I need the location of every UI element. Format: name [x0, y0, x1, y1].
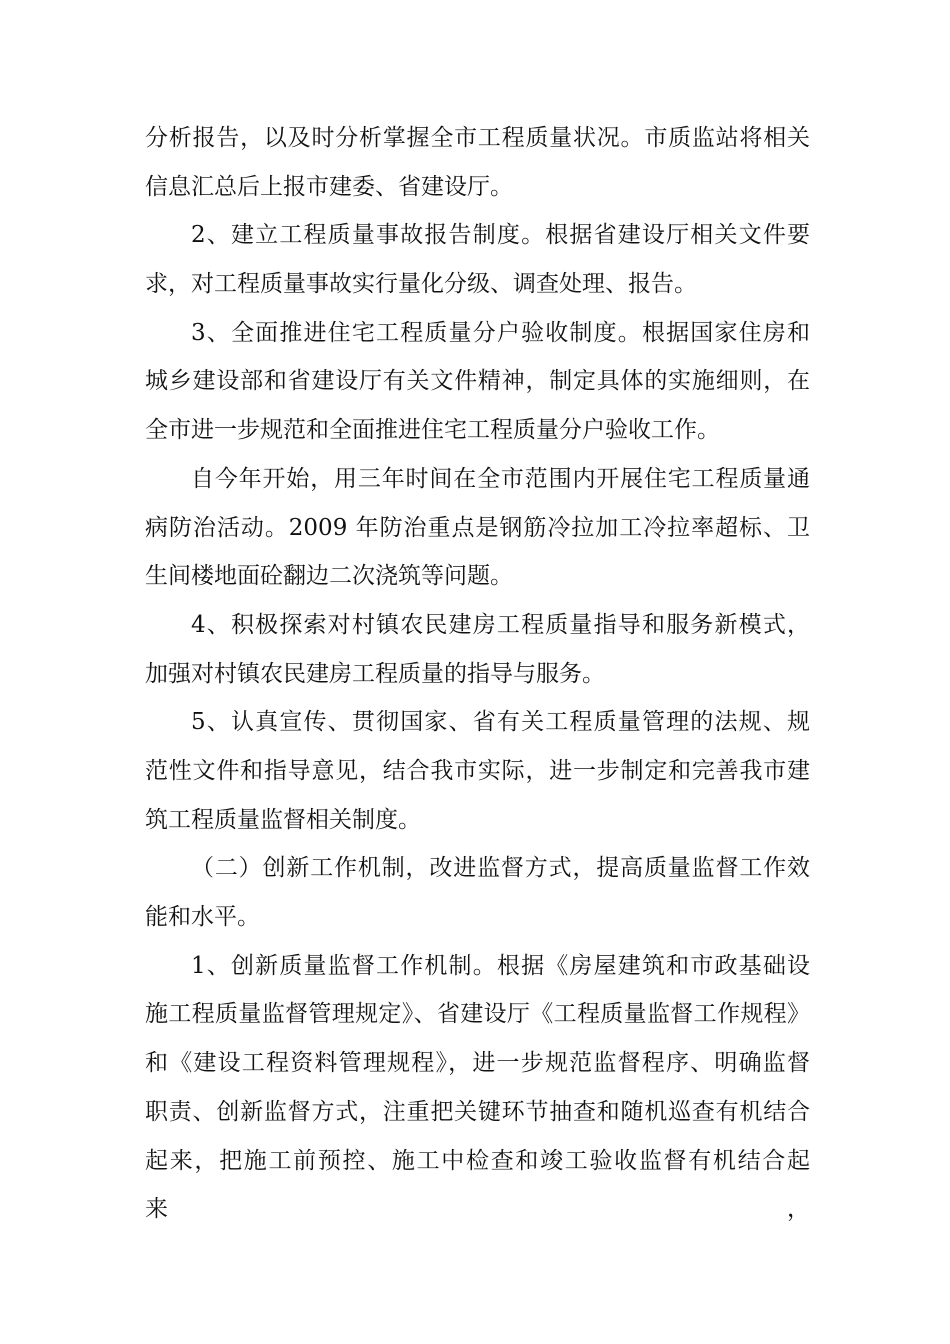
text-line: 和《建设工程资料管理规程》，进一步规范监督程序、明确监督 — [145, 1050, 810, 1077]
text-line: 5、认真宣传、贯彻国家、省有关工程质量管理的法规、规 — [191, 709, 810, 736]
text-line: 3、全面推进住宅工程质量分户验收制度。根据国家住房和 — [191, 319, 810, 346]
text-line: 全市进一步规范和全面推进住宅工程质量分户验收工作。 — [145, 417, 720, 444]
text-line: 自今年开始，用三年时间在全市范围内开展住宅工程质量通 — [191, 465, 810, 492]
text-line: 施工程质量监督管理规定》、省建设厅《工程质量监督工作规程》 — [145, 1001, 810, 1028]
text-line: 起来，把施工前预控、施工中检查和竣工验收监督有机结合起来， — [145, 1147, 810, 1223]
text-line: 城乡建设部和省建设厅有关文件精神，制定具体的实施细则，在 — [145, 368, 810, 395]
text-line: （二）创新工作机制，改进监督方式，提高质量监督工作效 — [191, 855, 810, 882]
text-line: 2、建立工程质量事故报告制度。根据省建设厅相关文件要 — [191, 222, 810, 249]
text-line: 筑工程质量监督相关制度。 — [145, 806, 421, 833]
text-line: 分析报告，以及时分析掌握全市工程质量状况。市质监站将相关 — [145, 125, 810, 151]
text-line: 生间楼地面砼翻边二次浇筑等问题。 — [145, 563, 513, 590]
text-line: 能和水平。 — [145, 904, 260, 931]
text-line: 4、积极探索对村镇农民建房工程质量指导和服务新模式， — [191, 611, 810, 638]
text-line: 加强对村镇农民建房工程质量的指导与服务。 — [145, 660, 605, 687]
text-line: 范性文件和指导意见，结合我市实际，进一步制定和完善我市建 — [145, 758, 810, 785]
text-line: 信息汇总后上报市建委、省建设厅。 — [145, 173, 513, 200]
text-line: 求，对工程质量事故实行量化分级、调查处理、报告。 — [145, 271, 697, 298]
text-line: 1、创新质量监督工作机制。根据《房屋建筑和市政基础设 — [191, 952, 810, 979]
text-line: 职责、创新监督方式，注重把关键环节抽查和随机巡查有机结合 — [145, 1098, 810, 1125]
document-body — [145, 114, 810, 1223]
text-line: 病防治活动。2009 年防治重点是钢筋冷拉加工冷拉率超标、卫 — [145, 514, 810, 541]
